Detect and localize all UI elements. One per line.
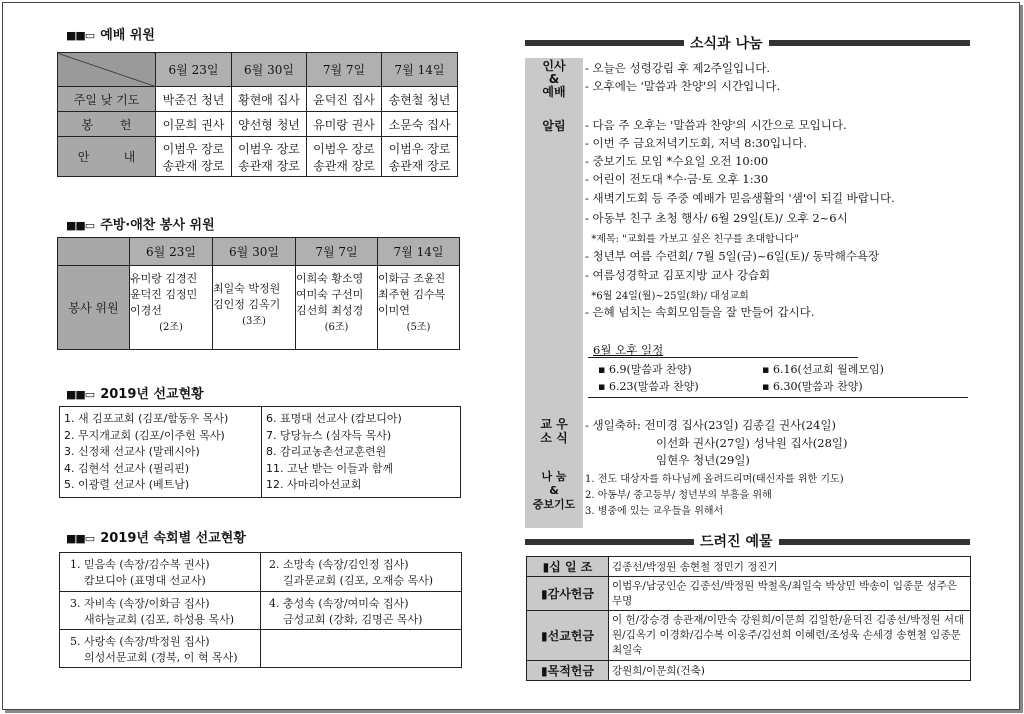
kitchen-date: 6월 23일 bbox=[130, 238, 213, 266]
notice-line: *제목: "교회를 가보고 싶은 친구를 초대합니다" bbox=[585, 234, 799, 245]
kitchen-date: 7월 14일 bbox=[378, 238, 460, 266]
mission-item: 5. 이광렬 선교사 (베트남) bbox=[64, 478, 190, 491]
worship-cell: 이범우 장로 송관재 장로 bbox=[156, 137, 232, 177]
offering-title: 드려진 예물 bbox=[694, 531, 779, 551]
kitchen-corner-cell bbox=[58, 238, 130, 266]
mission-list-left bbox=[64, 411, 228, 494]
kitchen-date: 7월 7일 bbox=[296, 238, 378, 266]
worship-cell: 이범우 장로 송관재 장로 bbox=[232, 137, 307, 177]
worship-date: 7월 14일 bbox=[382, 53, 458, 87]
afternoon-item: ▪ 6.23(말씀과 찬양) bbox=[598, 380, 699, 393]
mission-item: 12. 사마리아선교회 bbox=[266, 478, 362, 491]
greeting-line: - 오늘은 성령강림 후 제2주일입니다. bbox=[585, 61, 771, 75]
offering-text: 이범우/남궁인순 김종선/박정원 박철옥/최일숙 박상민 박송이 임종문 성주은 무명 bbox=[609, 577, 971, 611]
mission-item: 11. 고난 받는 이들과 함께 bbox=[266, 461, 394, 475]
mission-item: 2. 무지개교회 (김포/이주헌 목사) bbox=[64, 428, 225, 442]
notice-line: *6월 24일(월)~25일(화)/ 대성교회 bbox=[585, 291, 749, 302]
mission-list-right bbox=[266, 411, 402, 494]
offering-text: 강원희/이문희(건축) bbox=[609, 661, 971, 681]
birthday-line: 임현우 청년(29일) bbox=[656, 453, 750, 467]
prayer-line: 3. 병중에 있는 교우들을 위해서 bbox=[585, 506, 724, 517]
kitchen-table bbox=[57, 237, 460, 350]
news-title: 소식과 나눔 bbox=[684, 33, 769, 53]
offering-label: ▮감사헌금 bbox=[527, 577, 609, 611]
cell-mission-item: 1. 믿음속 (속장/김수복 권사) 캄보디아 (표명대 선교사) bbox=[60, 553, 261, 592]
mission-item: 3. 신정채 선교사 (말레시아) bbox=[64, 445, 200, 458]
afternoon-divider bbox=[588, 357, 858, 358]
notice-line: - 청년부 여름 수련회/ 7월 5일(금)~6일(토)/ 동막해수욕장 bbox=[585, 249, 880, 263]
notice-line: - 중보기도 모임 *수요일 오전 10:00 bbox=[585, 154, 769, 168]
worship-table bbox=[57, 52, 458, 177]
afternoon-item: ▪ 6.16(선교회 월례모임) bbox=[762, 363, 884, 376]
notice-line: - 은혜 넘치는 속회모임들을 잘 만들어 갑시다. bbox=[585, 305, 815, 319]
prayer-label: 나 눔 & 중보기도 bbox=[532, 470, 576, 511]
worship-cell: 소문숙 집사 bbox=[382, 112, 458, 137]
cell-mission-empty bbox=[261, 630, 462, 668]
offering-label: ▮목적헌금 bbox=[527, 661, 609, 681]
kitchen-role: 봉사 위원 bbox=[58, 266, 130, 350]
worship-role: 봉 헌 bbox=[58, 112, 156, 137]
worship-section-title: ■■▭ 예배 위원 bbox=[66, 28, 155, 43]
worship-cell: 이범우 장로 송관재 장로 bbox=[307, 137, 382, 177]
worship-cell: 송현철 청년 bbox=[382, 87, 458, 112]
worship-role: 주일 낮 기도 bbox=[58, 87, 156, 112]
offering-label: ▮선교헌금 bbox=[527, 611, 609, 661]
mission-section-title: ■■▭ 2019년 선교현황 bbox=[66, 387, 204, 402]
cell-mission-item: 2. 소망속 (속장/김인정 집사) 길과문교회 (김포, 오재승 목사) bbox=[261, 553, 462, 592]
worship-cell: 이범우 장로 송관재 장로 bbox=[382, 137, 458, 177]
offering-table bbox=[526, 556, 971, 681]
worship-cell: 박준건 청년 bbox=[156, 87, 232, 112]
mission-item: 6. 표명대 선교사 (캄보디아) bbox=[266, 412, 402, 425]
member-news-label: 교 우 소 식 bbox=[540, 417, 568, 445]
mission-item: 4. 김현석 선교사 (필리핀) bbox=[64, 461, 190, 475]
cell-mission-item: 5. 사랑속 (속장/박정원 집사) 의성서문교회 (경북, 이 혁 목사) bbox=[60, 630, 261, 668]
kitchen-date: 6월 30일 bbox=[213, 238, 296, 266]
worship-cell: 이문희 권사 bbox=[156, 112, 232, 137]
birthday-line: - 생일축하: 전미경 집사(23일) 김종길 권사(24일) bbox=[585, 418, 836, 432]
prayer-line: 2. 아동부/ 중고등부/ 청년부의 부흥을 위해 bbox=[585, 490, 772, 501]
notice-line: - 여름성경학교 김포지방 교사 강습회 bbox=[585, 268, 771, 282]
notice-label: 알림 bbox=[542, 119, 566, 133]
kitchen-cell: 이화금 조윤진 최주현 김수복 이미연 (5조) bbox=[378, 266, 460, 350]
mission-box bbox=[59, 406, 461, 498]
notice-line: - 새벽기도회 등 주중 예배가 믿음생활의 '샘'이 되길 바랍니다. bbox=[585, 191, 895, 205]
greeting-line: - 오후에는 '말씀과 찬양'의 시간입니다. bbox=[585, 79, 781, 93]
birthday-line: 이선화 권사(27일) 성낙원 집사(28일) bbox=[656, 436, 848, 450]
afternoon-item: ▪ 6.9(말씀과 찬양) bbox=[598, 363, 692, 376]
worship-role: 안 내 bbox=[58, 137, 156, 177]
offering-text: 이 헌/강승경 송관재/이만숙 강원희/이문희 김일한/윤덕진 김종선/박정원 서대원/김옥기 이경화/김수복 이웅주/김선희 이혜련/조성욱 손세경 송현철 임종문 최일숙 bbox=[609, 611, 971, 661]
prayer-line: 1. 전도 대상자를 하나님께 올려드리며(태신자를 위한 기도) bbox=[585, 474, 844, 485]
kitchen-cell: 최일숙 박정원 김인정 김옥기 (3조) bbox=[213, 266, 296, 350]
notice-line: - 이번 주 금요저녁기도회, 저녁 8:30입니다. bbox=[585, 136, 807, 150]
notice-line: - 다음 주 오후는 '말씀과 찬양'의 시간으로 모입니다. bbox=[585, 118, 847, 132]
worship-date: 6월 30일 bbox=[232, 53, 307, 87]
cell-mission-section-title: ■■▭ 2019년 속회별 선교현황 bbox=[66, 531, 246, 546]
afternoon-item: ▪ 6.30(말씀과 찬양) bbox=[762, 380, 863, 393]
offering-text: 김종선/박정원 송현철 정민기 정진기 bbox=[609, 557, 971, 577]
worship-cell: 윤덕진 집사 bbox=[307, 87, 382, 112]
kitchen-cell: 이희숙 황소영 여미숙 구선미 김선희 최성경 (6조) bbox=[296, 266, 378, 350]
mission-item: 8. 감리교농촌선교훈련원 bbox=[266, 445, 387, 458]
worship-cell: 유미랑 권사 bbox=[307, 112, 382, 137]
mission-item: 7. 당당뉴스 (심자득 목사) bbox=[266, 428, 392, 442]
afternoon-divider-bottom bbox=[588, 397, 968, 398]
worship-date: 7월 7일 bbox=[307, 53, 382, 87]
kitchen-cell: 유미랑 김경진 윤덕진 김정민 이경선 (2조) bbox=[130, 266, 213, 350]
offering-label: ▮십 일 조 bbox=[527, 557, 609, 577]
kitchen-section-title: ■■▭ 주방·애찬 봉사 위원 bbox=[66, 218, 215, 233]
worship-cell: 양선형 청년 bbox=[232, 112, 307, 137]
greeting-label: 인사 & 예배 bbox=[542, 59, 566, 99]
cell-mission-table bbox=[59, 552, 462, 668]
notice-line: - 아동부 친구 초청 행사/ 6월 29일(토)/ 오후 2~6시 bbox=[585, 211, 848, 225]
afternoon-title: 6월 오후 일정 bbox=[593, 343, 664, 357]
cell-mission-item: 4. 충성속 (속장/여미숙 집사) 금성교회 (강화, 김명곤 목사) bbox=[261, 592, 462, 630]
worship-corner-cell bbox=[58, 53, 156, 87]
mission-item: 1. 새 김포교회 (김포/함동우 목사) bbox=[64, 412, 229, 425]
worship-cell: 황현애 집사 bbox=[232, 87, 307, 112]
notice-line: - 어린이 전도대 *수·금·토 오후 1:30 bbox=[585, 172, 769, 186]
cell-mission-item: 3. 자비속 (속장/이화금 집사) 새하늘교회 (김포, 하성용 목사) bbox=[60, 592, 261, 630]
worship-date: 6월 23일 bbox=[156, 53, 232, 87]
